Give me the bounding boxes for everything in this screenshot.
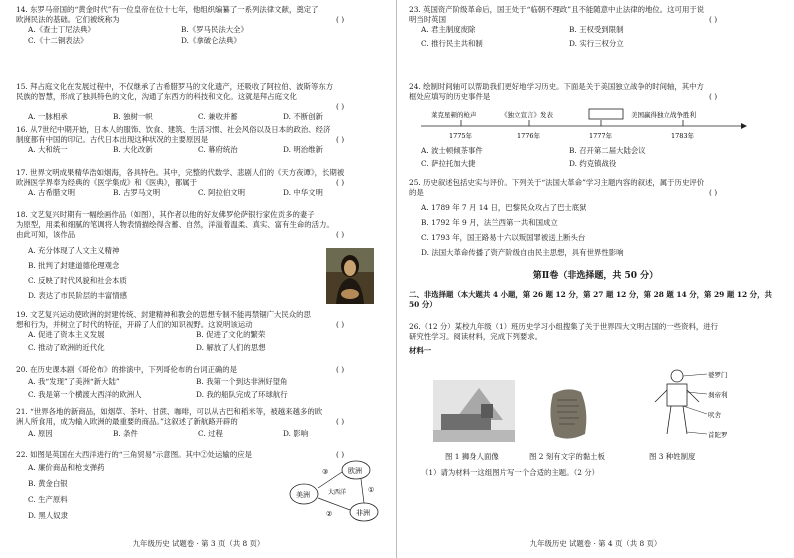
timeline-label-victory: 美国赢得独立战争胜利 [631,111,696,119]
q25-answer-paren: ( ) [709,188,718,197]
question-15 [16,82,386,123]
q18-option-d[interactable]: D. 表达了市民阶层的丰富情感 [28,290,128,300]
question-21 [16,407,386,440]
section-2-title: 第Ⅱ卷（非选择题，共 50 分） [532,271,659,281]
q19-stem-line2: 想和行为，并树立了时代的特征，开辟了人们的知识视野。这说明该运动 [16,320,253,330]
q21-stem-line1: 21. “世界各地的新商品，如烟草、茶叶、甘蔗、咖啡，可以从古巴和稻米等，被越来越多的欧 [16,407,323,416]
caste-system-diagram [641,364,741,448]
q18-option-c[interactable]: C. 反映了时代风貌和社会本质 [28,275,127,285]
q22-answer-paren: ( ) [336,450,345,459]
q16-stem-line1: 16. 从7世纪中期开始，日本人的服饰、饮食、建筑、生活习惯、社会风俗以及日本的政治、经济 [16,125,331,134]
q14-option-d[interactable]: D.《拿破仑法典》 [181,35,241,45]
q25-stem-line2: 的是 [409,188,424,198]
q18-stem-line1: 18. 文艺复兴时期有一幅绘画作品（如图），其作者以他的好友佛罗伦萨银行家佐贡多的妻子 [16,210,315,219]
q15-option-c[interactable]: C. 兼收并蓄 [198,112,238,122]
q17-option-a[interactable]: A. 古希腊文明 [28,188,75,198]
q18-option-a[interactable]: A. 充分体现了人文主义精神 [28,245,120,255]
q17-option-c[interactable]: C. 阿拉伯文明 [198,188,246,198]
q26-stem-line2: 研究性学习。阅读材料，完成下列要求。 [409,332,543,342]
question-26 [409,322,781,357]
q26-stem-line1: 26.（12 分）某校九年级（1）班历史学习小组搜集了关于世界四大文明古国的一些资料，进行 [409,322,719,331]
timeline-blank-box [589,109,623,119]
q16-option-c[interactable]: C. 幕府统治 [198,145,238,155]
q21-option-a[interactable]: A. 原因 [28,429,53,439]
question-14 [16,5,386,46]
question-16 [16,125,386,156]
q16-option-d[interactable]: D. 明治维新 [283,145,323,155]
q14-answer-paren: ( ) [336,15,345,24]
timeline-year-1777: 1777年 [589,132,613,140]
question-19 [16,310,386,353]
q18-stem-line2: 为原型，用柔和细腻的笔调将人物表情描绘得含蓄、自然，洋溢着温柔、真实、富有生命的活力。 [16,220,334,230]
question-17 [16,168,386,199]
africa-label: 非洲 [356,509,370,517]
route-2-label: ① [368,486,375,494]
q23-option-a[interactable]: A. 君主制度废除 [421,25,476,35]
q26-material-1-label: 材料一 [409,346,432,356]
q19-stem-line1: 19. 文艺复兴运动使欧洲的封建传统、封建精神和教会的思想专制不能再禁锢广大民众的思 [16,310,311,319]
timeline-label-lexington: 莱克星顿的枪声 [431,111,477,119]
q21-option-d[interactable]: D. 影响 [283,429,309,439]
question-25 [409,178,781,260]
q16-stem-line2: 制度都有中国的印记。古代日本出现这种状况的主要原因是 [16,135,209,145]
q25-option-a[interactable]: A. 1789 年 7 月 14 日，巴黎民众攻占了巴士底狱 [421,203,587,213]
q15-option-b[interactable]: B. 独树一帜 [113,112,153,122]
q22-option-d[interactable]: D. 黑人奴隶 [28,511,68,521]
q22-option-a[interactable]: A. 廉价商品和枪支弹药 [28,463,105,473]
q20-option-a[interactable]: A. 我“发现”了美洲“新大陆” [28,377,120,387]
q24-answer-paren: ( ) [709,92,718,101]
route-3-label: ② [326,510,333,518]
q17-option-b[interactable]: B. 古罗马文明 [113,188,161,198]
timeline-year-1776: 1776年 [517,132,541,140]
q16-option-b[interactable]: B. 大化改新 [113,145,153,155]
q22-stem-line1: 22. 如图是英国在大西洋进行的“三角贸易”示意图。其中②处运输的应是 [16,450,252,459]
q17-option-d[interactable]: D. 中华文明 [283,188,323,198]
q14-stem-line2: 欧洲民法的基础。它们被统称为 [16,15,120,25]
q17-answer-paren: ( ) [336,178,345,187]
q20-option-d[interactable]: D. 我的船队完成了环球航行 [196,390,288,400]
q22-option-c[interactable]: C. 生产原料 [28,495,68,505]
q25-option-d[interactable]: D. 法国大革命传播了资产阶级自由民主思想，具有世界性影响 [421,248,624,258]
caste-shudra-label: 首陀罗 [708,431,728,439]
q16-answer-paren: ( ) [336,135,345,144]
mona-lisa-painting [326,248,374,304]
timeline-year-1783: 1783年 [671,132,695,140]
figure-2-caption: 图 2 刻有文字的黏土板 [529,452,605,461]
q25-stem-line1: 25. 历史叙述包括史实与评价。下列关于“法国大革命”学习主题内容的叙述，属于历史评价 [409,178,705,187]
q24-option-a[interactable]: A. 波士顿倾茶事件 [421,146,483,155]
figure-3-caption: 图 3 种姓制度 [649,452,696,461]
q24-options [421,146,751,169]
q15-answer-paren: ( ) [336,102,345,111]
q14-stem-line1: 14. 东罗马帝国的“黄金时代”有一位皇帝在位十七年，他组织编纂了一系列法律文献，奠定了 [16,5,319,14]
q21-stem-line2: 洲人所食用，成为输入欧洲的最重要的商品。”这叙述了新航路开辟的 [16,417,238,427]
q19-option-a[interactable]: A. 促进了资本主义发展 [28,330,105,340]
q19-answer-paren: ( ) [336,320,345,329]
independence-war-timeline [421,108,751,144]
q19-option-c[interactable]: C. 推动了欧洲的近代化 [28,342,105,352]
q21-answer-paren: ( ) [336,417,345,426]
timeline-year-1775: 1775年 [449,132,473,140]
caste-vaishya-label: 吠舍 [708,411,721,419]
q26-sub-question-1: （1）请为材料一这组图片写一个合适的主题。（2 分） [421,468,600,477]
sphinx-photo [433,380,515,442]
route-1-label: ③ [322,468,329,476]
q18-answer-paren: ( ) [336,230,345,239]
caste-kshatriya-label: 刹帝利 [708,391,728,399]
q21-option-b[interactable]: B. 条件 [113,429,138,439]
q24-stem-line1: 24. 绘制时间轴可以帮助我们更好地学习历史。下面是关于美国独立战争的时间轴，其中方 [409,82,704,91]
q23-answer-paren: ( ) [709,15,718,24]
timeline-label-declaration: 《独立宣言》发表 [501,111,553,119]
q15-option-d[interactable]: D. 不断创新 [283,112,323,122]
question-23 [409,5,781,49]
q17-stem-line1: 17. 世界文明成果精华浩如烟海，各具特色。其中，完整的代数学、悲剧人们的《天方夜谭》，长期被 [16,168,345,177]
q23-stem-line1: 23. 英国资产阶级革命后，国王处于“临朝不理政”且不能随意中止法律的地位。这可用于说 [409,5,705,14]
question-24 [409,82,781,102]
part-2-title-line2: 50 分） [409,300,437,310]
q19-option-b[interactable]: B. 促进了文化的繁荣 [196,330,266,340]
clay-tablet-photo [547,386,591,442]
q16-option-a[interactable]: A. 大和统一 [28,145,68,155]
europe-label: 欧洲 [348,467,362,475]
q14-option-b[interactable]: B.《罗马民法大全》 [181,25,248,35]
q24-stem-line2: 框处应填写的历史事件是 [409,92,491,102]
page-4-footer: 九年级历史 试题卷 · 第 4 页（共 8 页） [529,539,662,548]
q18-stem-line3: 由此可知，该作品 [16,230,76,240]
q24-option-b[interactable]: B. 召开第二届大陆会议 [569,146,646,155]
q23-option-d[interactable]: D. 实行三权分立 [569,38,624,48]
page-3-footer: 九年级历史 试题卷 · 第 3 页（共 8 页） [132,539,265,548]
q15-option-a[interactable]: A. 一脉相承 [28,112,68,122]
q19-option-d[interactable]: D. 解放了人们的思想 [196,342,266,352]
q15-stem-line2: 民族的智慧，形成了独具特色的文化，沟通了东西方的科技和文化。这就是拜占庭文化 [16,92,297,102]
q17-stem-line2: 欧洲医学界奉为经典的《医学集成》和《医典》，都属于 [16,178,198,188]
q23-option-c[interactable]: C. 推行民主共和制 [421,38,483,48]
q21-option-c[interactable]: C. 过程 [198,429,223,439]
q20-option-b[interactable]: B. 我第一个到达非洲好望角 [196,377,288,387]
q23-option-b[interactable]: B. 王权受到限制 [569,25,624,35]
q24-option-c[interactable]: C. 萨拉托加大捷 [421,159,476,169]
caste-brahmin-label: 婆罗门 [708,371,728,379]
figure-1-caption: 图 1 狮身人面像 [445,452,499,461]
q23-stem-line2: 明当时英国 [409,15,446,25]
q20-option-c[interactable]: C. 我是第一个横渡大西洋的欧洲人 [28,390,142,400]
atlantic-ocean-label: 大西洋 [328,489,347,496]
q18-option-b[interactable]: B. 批判了封建道德伦理观念 [28,260,120,270]
q24-option-d[interactable]: D. 约克镇战役 [569,159,617,169]
part-2-instructions [409,290,781,310]
q20-stem-line1: 20. 在历史课本剧《哥伦布》的排演中，下列哥伦布的台词正确的是 [16,365,238,374]
q14-option-c[interactable]: C.《十二铜表法》 [28,35,88,45]
america-label: 美洲 [296,491,310,499]
part-2-title-line1: 二、非选择题（本大题共 4 小题，第 26 题 12 分，第 27 题 12 分，第 28 题 14 分，第 29 题 12 分，共 [409,290,772,299]
q25-option-b[interactable]: B. 1792 年 9 月，法兰西第一共和国成立 [421,218,558,228]
page-4 [397,0,794,558]
q20-answer-paren: ( ) [336,365,345,374]
triangle-trade-diagram [288,458,388,524]
q14-option-a[interactable]: A.《查士丁尼法典》 [28,25,95,35]
q25-option-c[interactable]: C. 1793 年，国王路易十六以叛国罪被送上断头台 [421,233,586,243]
q15-stem-line1: 15. 拜占庭文化在发展过程中，不仅继承了古希腊罗马的文化遗产，还吸收了阿拉伯、波斯等东方 [16,82,334,91]
q22-option-b[interactable]: B. 黄金白银 [28,479,68,489]
question-20 [16,365,386,401]
